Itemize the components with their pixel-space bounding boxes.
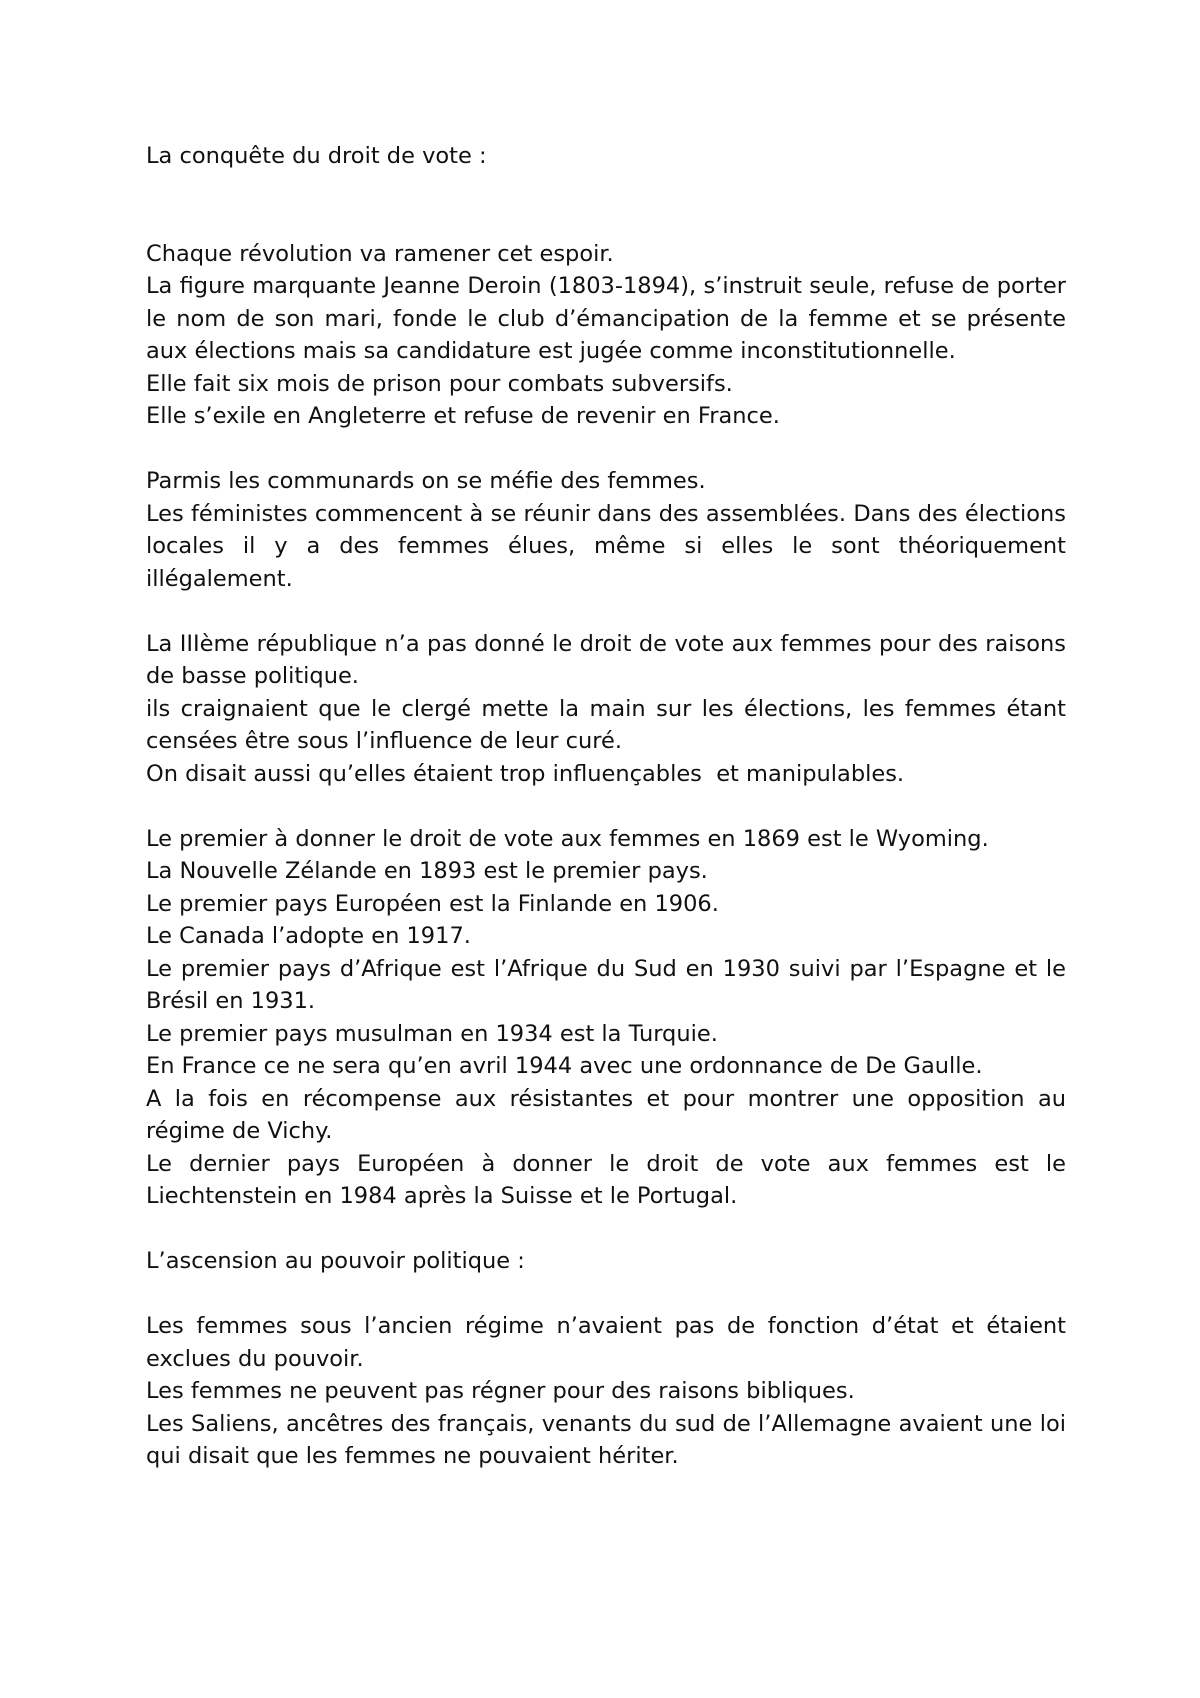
paragraph: Le dernier pays Européen à donner le droit de vote aux femmes est le Liechtenstein en 1984 après la Suisse et le Portugal. xyxy=(146,1150,1066,1209)
spacer xyxy=(146,433,1066,466)
paragraph: Le Canada l’adopte en 1917. xyxy=(146,923,471,949)
paragraph: On disait aussi qu’elles étaient trop influençables et manipulables. xyxy=(146,760,905,787)
spacer xyxy=(146,173,1066,238)
paragraph: Elle s’exile en Angleterre et refuse de revenir en France. xyxy=(146,403,780,429)
paragraph: Parmis les communards on se méfie des femmes. xyxy=(146,468,706,494)
paragraph: Les femmes sous l’ancien régime n’avaient pas de fonction d’état et étaient exclues du pouvoir. xyxy=(146,1313,1066,1372)
spacer xyxy=(146,1213,1066,1246)
paragraph: Les Saliens, ancêtres des français, venants du sud de l’Allemagne avaient une loi qui disait que les femmes ne pouvaient hériter. xyxy=(146,1410,1066,1469)
spacer xyxy=(146,1278,1066,1311)
spacer xyxy=(146,595,1066,628)
paragraph: La Nouvelle Zélande en 1893 est le premier pays. xyxy=(146,858,708,884)
paragraph: Le premier pays Européen est la Finlande en 1906. xyxy=(146,890,719,917)
paragraph: En France ce ne sera qu’en avril 1944 avec une ordonnance de De Gaulle. xyxy=(146,1053,983,1079)
spacer xyxy=(146,790,1066,823)
paragraph: A la fois en récompense aux résistantes et pour montrer une opposition au régime de Vichy. xyxy=(146,1085,1066,1144)
paragraph: Le premier pays d’Afrique est l’Afrique du Sud en 1930 suivi par l’Espagne et le Brésil en 1931. xyxy=(146,955,1066,1014)
paragraph: Chaque révolution va ramener cet espoir. xyxy=(146,240,614,267)
paragraph: Les féministes commencent à se réunir dans des assemblées. Dans des élections locales il y a des femmes élues, même si elles le sont théoriquement illégalement. xyxy=(146,500,1066,592)
paragraph: ils craignaient que le clergé mette la main sur les élections, les femmes étant censées être sous l’influence de leur curé. xyxy=(146,695,1066,754)
paragraph: La IIIème république n’a pas donné le droit de vote aux femmes pour des raisons de basse politique. xyxy=(146,630,1066,689)
section-heading-vote: La conquête du droit de vote : xyxy=(146,143,487,169)
paragraph: Les femmes ne peuvent pas régner pour des raisons bibliques. xyxy=(146,1378,855,1404)
paragraph: Le premier à donner le droit de vote aux femmes en 1869 est le Wyoming. xyxy=(146,825,989,852)
paragraph: Le premier pays musulman en 1934 est la Turquie. xyxy=(146,1020,718,1047)
section-heading-pouvoir: L’ascension au pouvoir politique : xyxy=(146,1248,525,1274)
paragraph: La figure marquante Jeanne Deroin (1803-1894), s’instruit seule, refuse de porter le nom de son mari, fonde le club d’émancipation de la femme et se présente aux élections mais sa candidature est jugée comme inconstitutionnelle. xyxy=(146,273,1066,364)
document-page xyxy=(146,140,1066,1473)
paragraph: Elle fait six mois de prison pour combats subversifs. xyxy=(146,370,733,397)
